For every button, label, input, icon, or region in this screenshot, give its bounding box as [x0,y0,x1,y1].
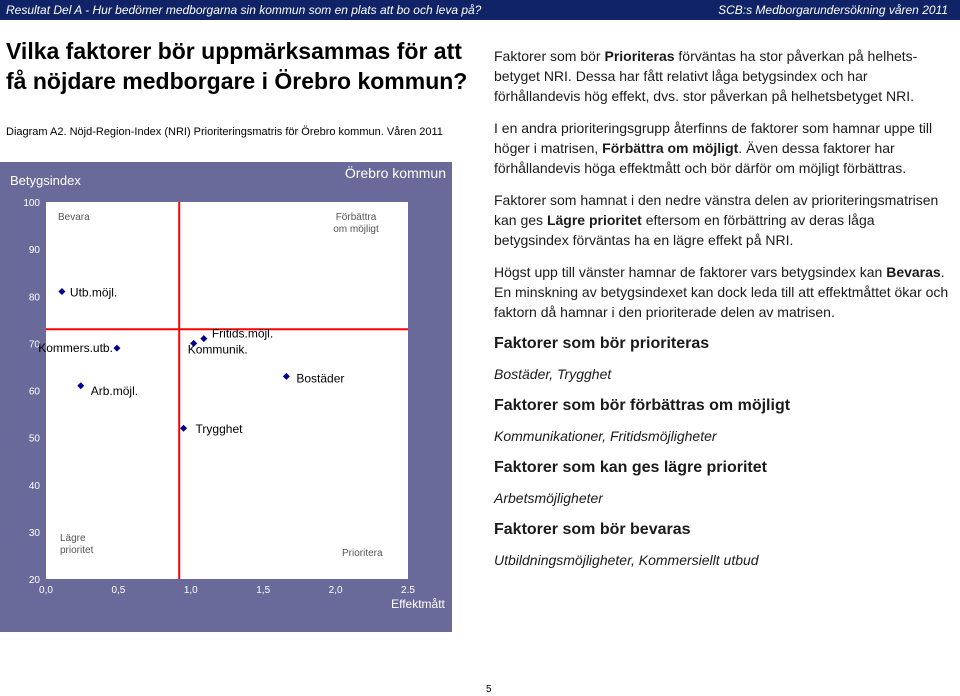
y-tick-label: 30 [28,527,40,539]
category-items: Bostäder, Trygghet [494,366,612,382]
x-tick-label: 1,0 [183,585,198,596]
explanation-column [494,46,952,582]
category-heading: Faktorer som bör förbättras om möjligt [494,397,791,414]
data-point-label: Utb.möjl. [69,285,118,300]
x-tick-label: 2.5 [401,585,415,596]
data-point-marker [58,288,65,295]
category-heading: Faktorer som kan ges lägre prioritet [494,459,767,476]
quadrant-label-lagre-prioritet: Lägre prioritet [60,533,94,556]
paragraph-text: I en andra prioriteringsgrupp återfinns de faktorer som hamnar uppe till höger i matrisen, [494,120,933,156]
chart-x-axis-label: Effektmått [391,597,445,611]
data-point-label: Kommunik. [187,342,248,357]
page-title: Vilka faktorer bör uppmärksammas för att få nöjdare medborgare i Örebro kommun? [6,38,468,94]
paragraph-text: Högst upp till vänster hamnar de faktorer vars betygsindex kan [494,264,887,280]
chart-y-axis-label: Betygsindex [10,173,81,188]
emphasis-term: Prioriteras [604,48,675,64]
paragraph-text: . Även dessa faktorer har förhållandevis höga effektmått och bör därför om möjligt förbättras. [494,140,907,176]
explanation-paragraph [494,190,952,250]
data-point-label: Fritids.möjl. [211,326,274,341]
priority-matrix-chart [0,162,452,632]
data-point-label: Trygghet [195,422,243,437]
y-tick-label: 20 [28,575,40,586]
diagram-caption: Diagram A2. Nöjd-Region-Index (NRI) Prioriteringsmatris för Örebro kommun. Våren 2011 [6,126,443,138]
y-tick-label: 50 [28,433,40,445]
category-items: Kommunikationer, Fritidsmöjligheter [494,428,717,444]
header-survey-name: SCB:s Medborgarundersökning våren 2011 [718,3,948,17]
category-heading: Faktorer som bör prioriteras [494,335,710,352]
data-point-label: Bostäder [296,371,345,386]
category-items: Utbildningsmöjligheter, Kommersiellt utbud [494,552,759,568]
emphasis-term: Lägre prioritet [546,212,642,228]
chart-title: Örebro kommun [344,165,446,181]
data-point-marker [180,425,187,432]
explanation-paragraphs [494,46,952,322]
paragraph-text: Faktorer som hamnat i den nedre vänstra delen av prioriteringsmatrisen kan ges [494,192,939,228]
y-tick-label: 90 [28,245,40,257]
paragraph-text: förväntas ha stor påverkan på helhets-betyget NRI. Dessa har fått relativt låga betygsindex och har förhållandevis hög effekt, dvs. stor påverkan på helhetsbetyget NRI. [494,48,918,104]
page-number: 5 [486,684,492,695]
data-point-marker [200,335,207,342]
explanation-paragraph [494,118,952,178]
y-tick-label: 100 [23,198,40,209]
emphasis-term: Förbättra om möjligt [602,140,739,156]
paragraph-text: eftersom en förbättring av deras låga betygsindex förväntas ha en lägre effekt på NRI. [494,212,875,248]
y-tick-label: 60 [28,386,40,398]
data-point-label: Arb.möjl. [90,383,139,398]
explanation-paragraph [494,262,952,322]
x-tick-label: 0,5 [111,585,126,596]
x-tick-label: 2,0 [328,585,343,596]
explanation-paragraph [494,46,952,106]
quadrant-label-forbattra: Förbättra om möjligt [333,212,379,235]
paragraph-text: . En minskning av betygsindexet kan dock leda till att effektmåttet ökar och faktorn då hamnar i den prioriterade delen av matrisen. [494,264,949,320]
chart-svg [0,162,452,632]
y-tick-label: 40 [28,480,40,492]
quadrant-label-bevara: Bevara [58,212,90,223]
x-tick-label: 0,0 [39,585,53,596]
header-bar [0,0,960,20]
y-tick-label: 70 [28,339,40,351]
category-heading: Faktorer som bör bevaras [494,521,691,538]
y-tick-label: 80 [28,292,40,304]
data-point-marker [283,373,290,380]
emphasis-term: Bevaras [886,264,941,280]
data-point-marker [113,345,120,352]
data-point-label: Kommers.utb. [38,341,113,356]
x-tick-label: 1,5 [256,585,271,596]
header-report-title: Resultat Del A - Hur bedömer medborgarna sin kommun som en plats att bo och leva på? [6,3,482,17]
category-items: Arbetsmöjligheter [494,490,603,506]
paragraph-text: Faktorer som bör [494,48,605,64]
quadrant-label-prioritera: Prioritera [342,548,383,559]
category-list [494,334,952,570]
data-point-marker [77,382,84,389]
